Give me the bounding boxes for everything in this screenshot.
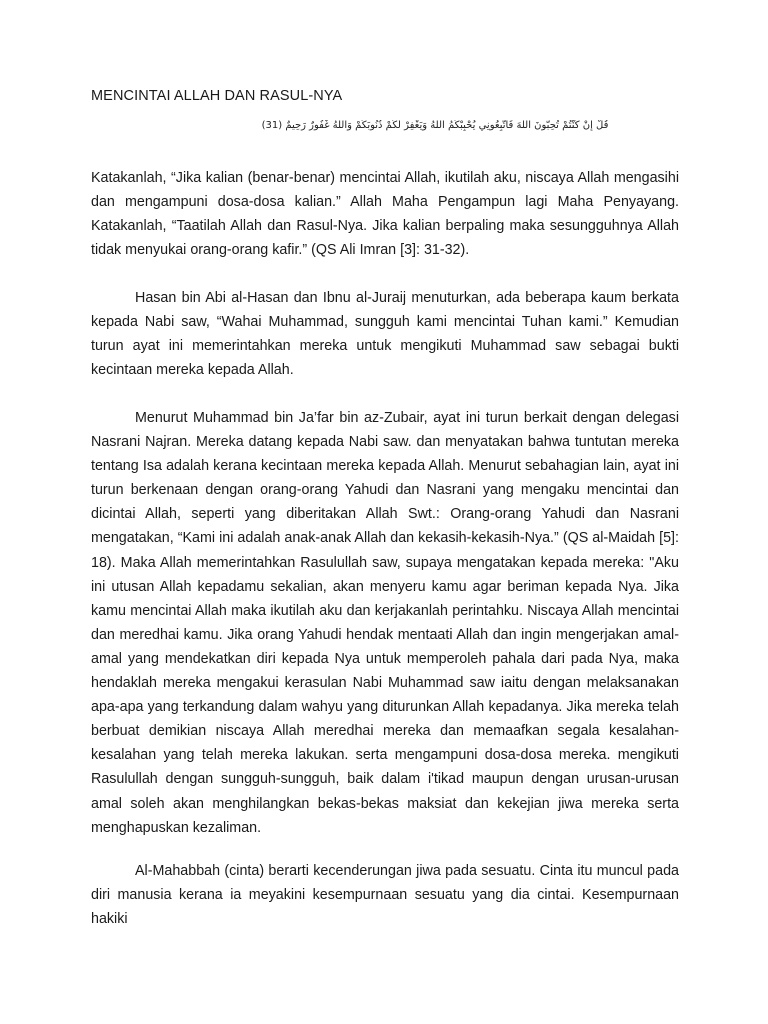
paragraph-mahabbah: Al-Mahabbah (cinta) berarti kecenderungan jiwa pada sesuatu. Cinta itu muncul pada diri manusia kerana ia meyakini kesempurnaan sesuatu yang dia cintai. Kesempurnaan hakiki	[91, 863, 679, 928]
paragraph-najran: Menurut Muhammad bin Ja’far bin az-Zubair, ayat ini turun berkait dengan delegasi Nasrani Najran. Mereka datang kepada Nabi saw. dan menyatakan bahwa tuntutan mereka tentang Isa adalah kerana kecintaan mereka kepada Allah. Menurut sebahagian lain, ayat ini turun berkenaan dengan orang-orang Yahudi dan Nasrani yang mengaku mencintai dan dicintai Allah, seperti yang diberitakan Allah Swt.: Orang-orang Yahudi dan Nasrani mengatakan, “Kami ini adalah anak-anak Allah dan kekasih-kekasih-Nya.” (QS al-Maidah [5]: 18). Maka Allah memerintahkan Rasulullah saw, supaya mengatakan kepada mereka: "Aku ini utusan Allah kepadamu sekalian, akan menyeru kamu agar beriman kepada Nya. Jika kamu mencintai Allah maka ikutilah aku dan kerjakanlah perintahku. Niscaya Allah mencintai dan meredhai kamu. Jika orang Yahudi hendak mentaati Allah dan ingin mengerjakan amal-amal yang mendekatkan diri kepada Nya untuk memperoleh pahala dari pada Nya, maka hendaklah mereka mengakui kerasulan Nabi Muhammad saw iaitu dengan melaksanakan apa-apa yang terkandung dalam wahyu yang diturunkan Allah kepadanya. Jika mereka telah berbuat demikian niscaya Allah meredhai mereka dan memaafkan segala kesalahan-kesalahan yang telah mereka lakukan. serta mengampuni dosa-dosa mereka. mengikuti Rasulullah dengan sungguh-sungguh, baik dalam i'tikad maupun dengan urusan-urusan amal soleh akan menghilangkan bekas-bekas maksiat dan kekejian jiwa mereka serta menghapuskan kezaliman.	[91, 410, 679, 836]
document-title: MENCINTAI ALLAH DAN RASUL-NYA	[91, 88, 343, 104]
document-page	[91, 0, 679, 1024]
arabic-verse: قُلْ إِنْ كُنْتُمْ تُحِبُّونَ اللَّهَ فَاتَّبِعُونِي يُحْبِبْكُمُ اللَّهُ وَيَغْفِرْ لَكُمْ ذُنُوبَكُمْ وَاللَّهُ غَفُورٌ رَحِيمٌ (31)	[261, 120, 609, 131]
paragraph-asbab: Hasan bin Abi al-Hasan dan Ibnu al-Juraij menuturkan, ada beberapa kaum berkata kepada Nabi saw, “Wahai Muhammad, sungguh kami mencintai Tuhan kami.” Kemudian turun ayat ini memerintahkan mereka untuk mengikuti Muhammad saw sebagai bukti kecintaan mereka kepada Allah.	[91, 290, 679, 379]
paragraph-translation: Katakanlah, “Jika kalian (benar-benar) mencintai Allah, ikutilah aku, niscaya Allah mengasihi dan mengampuni dosa-dosa kalian.” Allah Maha Pengampun lagi Maha Penyayang. Katakanlah, “Taatilah Allah dan Rasul-Nya. Jika kalian berpaling maka sesungguhnya Allah tidak menyukai orang-orang kafir.” (QS Ali Imran [3]: 31-32).	[91, 170, 679, 259]
